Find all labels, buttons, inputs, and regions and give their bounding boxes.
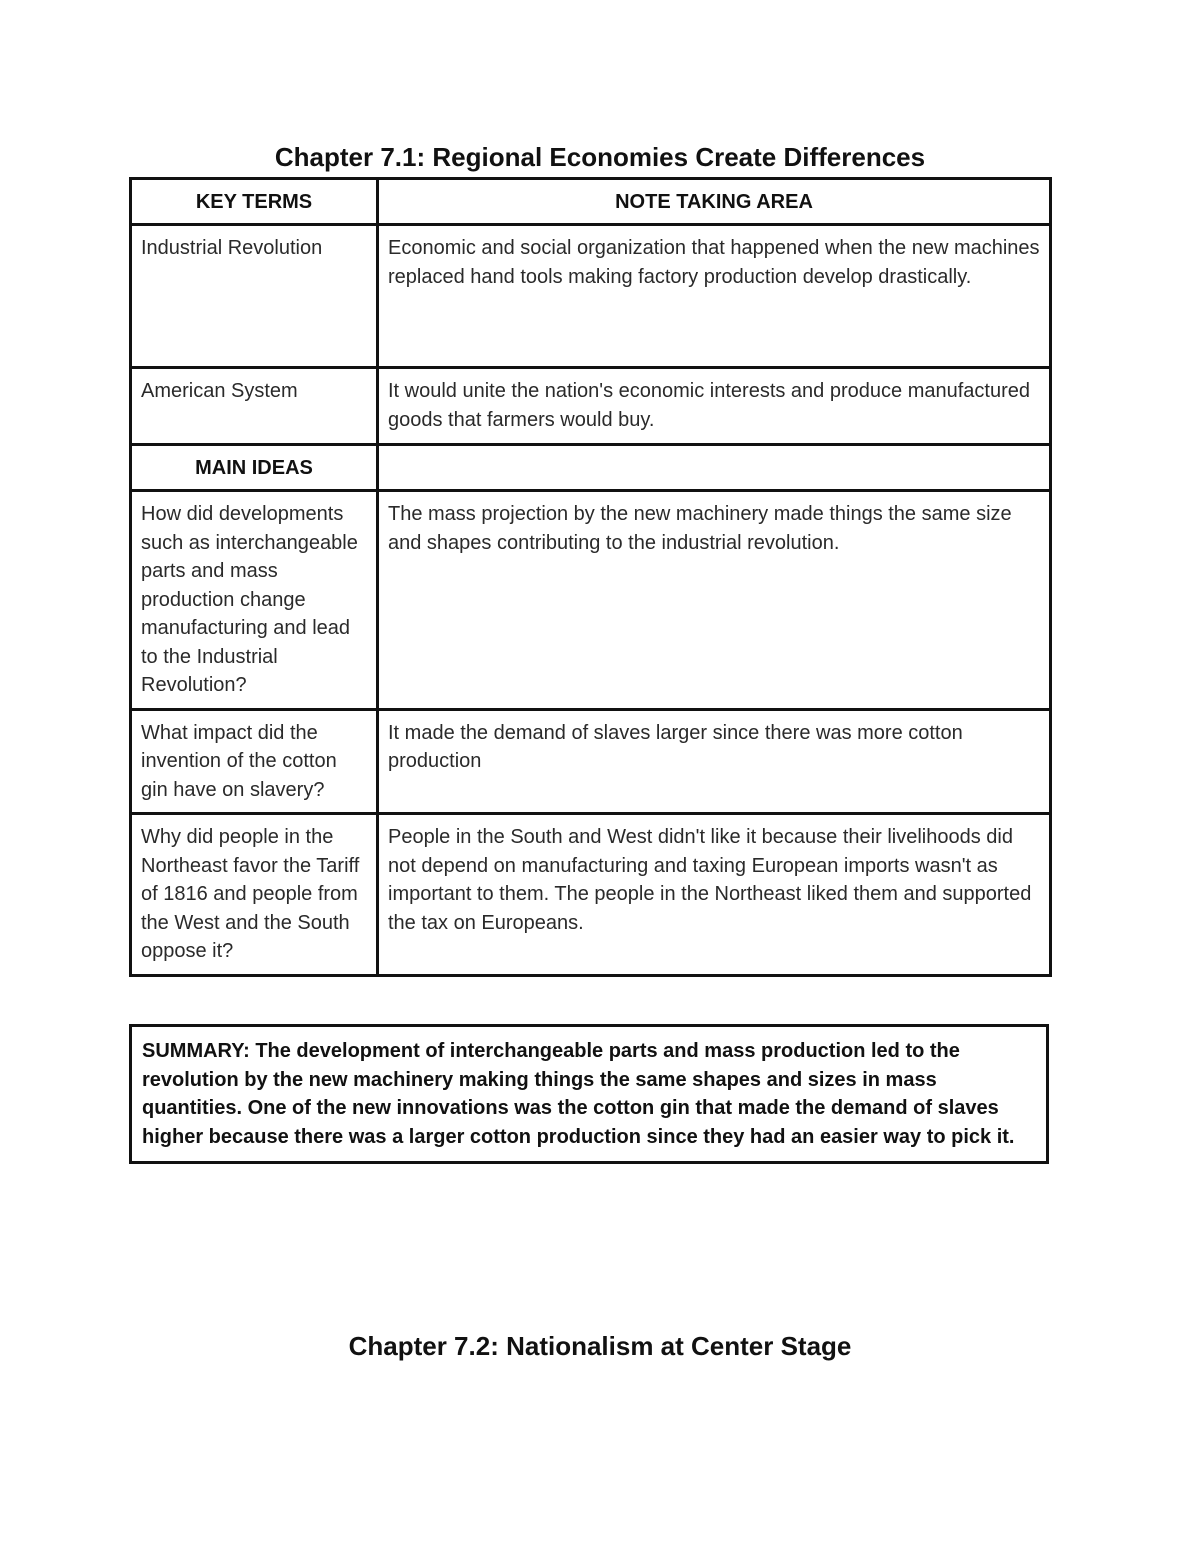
note-taking-header: NOTE TAKING AREA [378,179,1051,225]
note-cell: Economic and social organization that happened when the new machines replaced hand tools making factory production develop drastically. [378,225,1051,368]
note-cell: It would unite the nation's economic interests and produce manufactured goods that farmers would buy. [378,368,1051,445]
key-term-cell: American System [131,368,378,445]
main-idea-question-cell: How did developments such as interchangeable parts and mass production change manufacturing and lead to the Industrial Revolution? [131,491,378,710]
chapter-7-1-title: Chapter 7.1: Regional Economies Create Differences [274,142,926,172]
main-idea-question-cell: What impact did the invention of the cotton gin have on slavery? [131,709,378,814]
table-row [131,814,1051,976]
empty-note-cell [378,445,1051,491]
note-cell: The mass projection by the new machinery made things the same size and shapes contributing to the industrial revolution. [378,491,1051,710]
table-row [131,368,1051,445]
main-ideas-header: MAIN IDEAS [131,445,378,491]
main-ideas-header-row [131,445,1051,491]
key-term-cell: Industrial Revolution [131,225,378,368]
key-terms-header: KEY TERMS [131,179,378,225]
note-cell: People in the South and West didn't like it because their livelihoods did not depend on manufacturing and taxing European imports wasn't as important to them. The people in the Northeast liked them and supported the tax on Europeans. [378,814,1051,976]
note-cell: It made the demand of slaves larger since there was more cotton production [378,709,1051,814]
chapter-7-2-title: Chapter 7.2: Nationalism at Center Stage [348,1331,852,1361]
main-idea-question-cell: Why did people in the Northeast favor the Tariff of 1816 and people from the West and the South oppose it? [131,814,378,976]
table-row [131,491,1051,710]
cornell-notes-table [129,177,1052,977]
table-row [131,225,1051,368]
summary-box: SUMMARY: The development of interchangeable parts and mass production led to the revolution by the new machinery making things the same shapes and sizes in mass quantities. One of the new innovations was the cotton gin that made the demand of slaves higher because there was a larger cotton production since they had an easier way to pick it. [129,1024,1049,1164]
table-row [131,709,1051,814]
header-row [131,179,1051,225]
